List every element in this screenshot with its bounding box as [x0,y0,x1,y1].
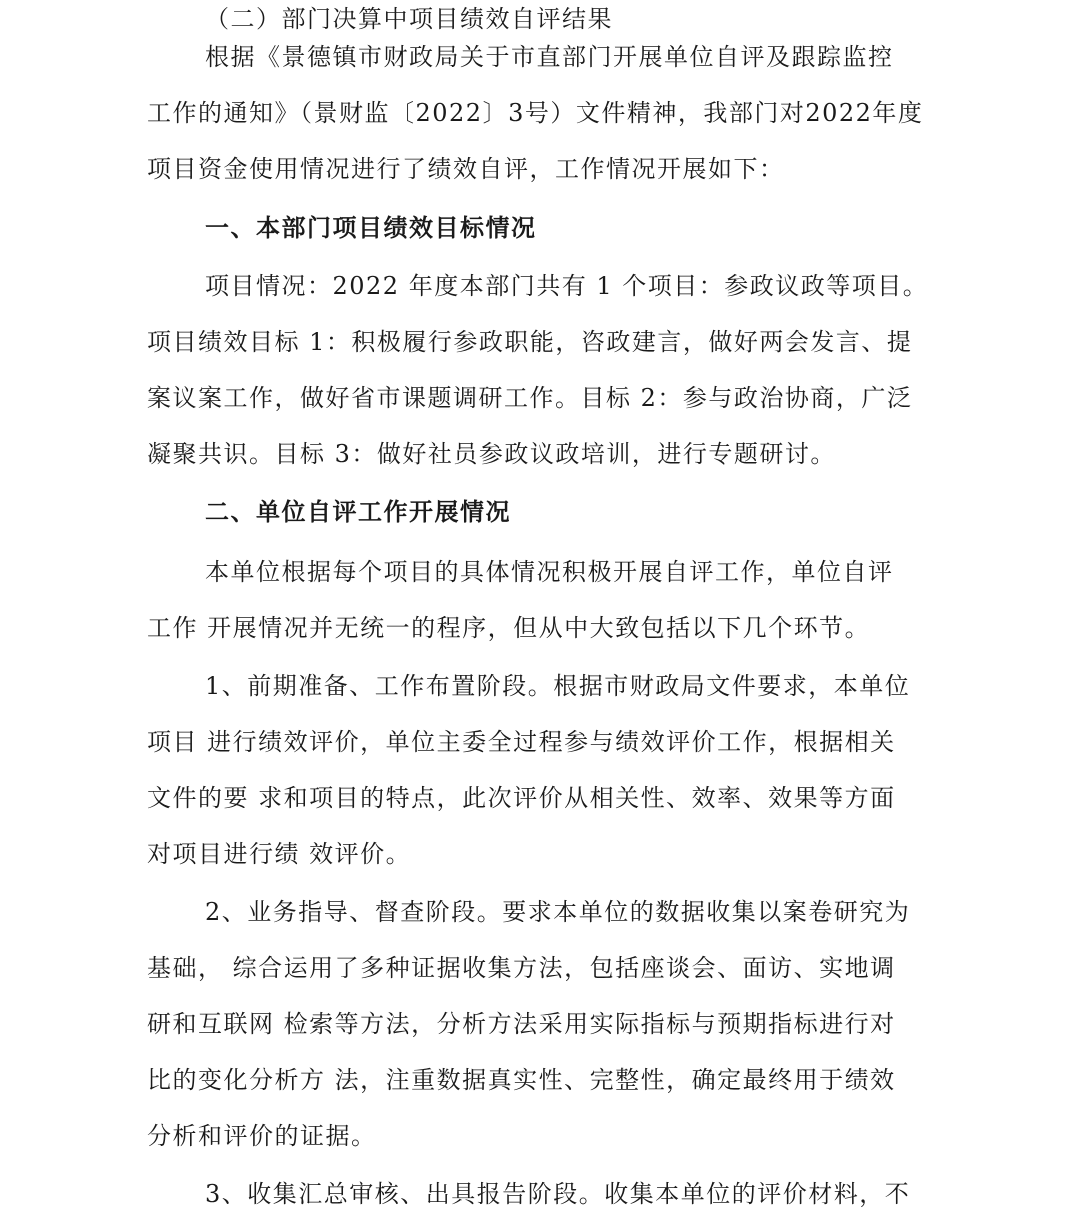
step-2-line-4: 比的变化分析方 法，注重数据真实性、完整性，确定最终用于绩效 [147,1066,896,1094]
section-1-line-4: 凝聚共识。目标 3：做好社员参政议政培训，进行专题研讨。 [147,440,836,468]
section-1-line-3: 案议案工作，做好省市课题调研工作。目标 2：参与政治协商，广泛 [147,384,913,412]
section-2-line-1: 本单位根据每个项目的具体情况积极开展自评工作，单位自评 [205,558,894,586]
intro-line-2: 工作的通知》（景财监〔2022〕3号）文件精神，我部门对2022年度 [147,99,924,127]
subsection-heading: （二）部门决算中项目绩效自评结果 [205,5,613,33]
section-2-title: 二、单位自评工作开展情况 [205,497,511,526]
step-2-line-5: 分析和评价的证据。 [147,1122,377,1150]
step-2-line-1: 2、业务指导、督查阶段。要求本单位的数据收集以案卷研究为 [205,898,911,926]
intro-line-3: 项目资金使用情况进行了绩效自评，工作情况开展如下： [147,155,785,183]
step-1-line-4: 对项目进行绩 效评价。 [147,840,412,868]
section-1-line-2: 项目绩效目标 1：积极履行参政职能，咨政建言，做好两会发言、提 [147,328,913,356]
section-1-title: 一、本部门项目绩效目标情况 [205,213,537,242]
section-2-line-2: 工作 开展情况并无统一的程序，但从中大致包括以下几个环节。 [147,614,871,642]
step-1-line-1: 1、前期准备、工作布置阶段。根据市财政局文件要求，本单位 [205,672,911,700]
step-3-line-1: 3、收集汇总审核、出具报告阶段。收集本单位的评价材料，不 [205,1180,911,1208]
step-2-line-3: 研和互联网 检索等方法，分析方法采用实际指标与预期指标进行对 [147,1010,896,1038]
step-1-line-3: 文件的要 求和项目的特点，此次评价从相关性、效率、效果等方面 [147,784,896,812]
intro-line-1: 根据《景德镇市财政局关于市直部门开展单位自评及跟踪监控 [205,43,894,71]
step-2-line-2: 基础， 综合运用了多种证据收集方法，包括座谈会、面访、实地调 [147,954,896,982]
section-1-line-1: 项目情况：2022 年度本部门共有 1 个项目：参政议政等项目。 [205,272,929,300]
step-1-line-2: 项目 进行绩效评价，单位主委全过程参与绩效评价工作，根据相关 [147,728,896,756]
